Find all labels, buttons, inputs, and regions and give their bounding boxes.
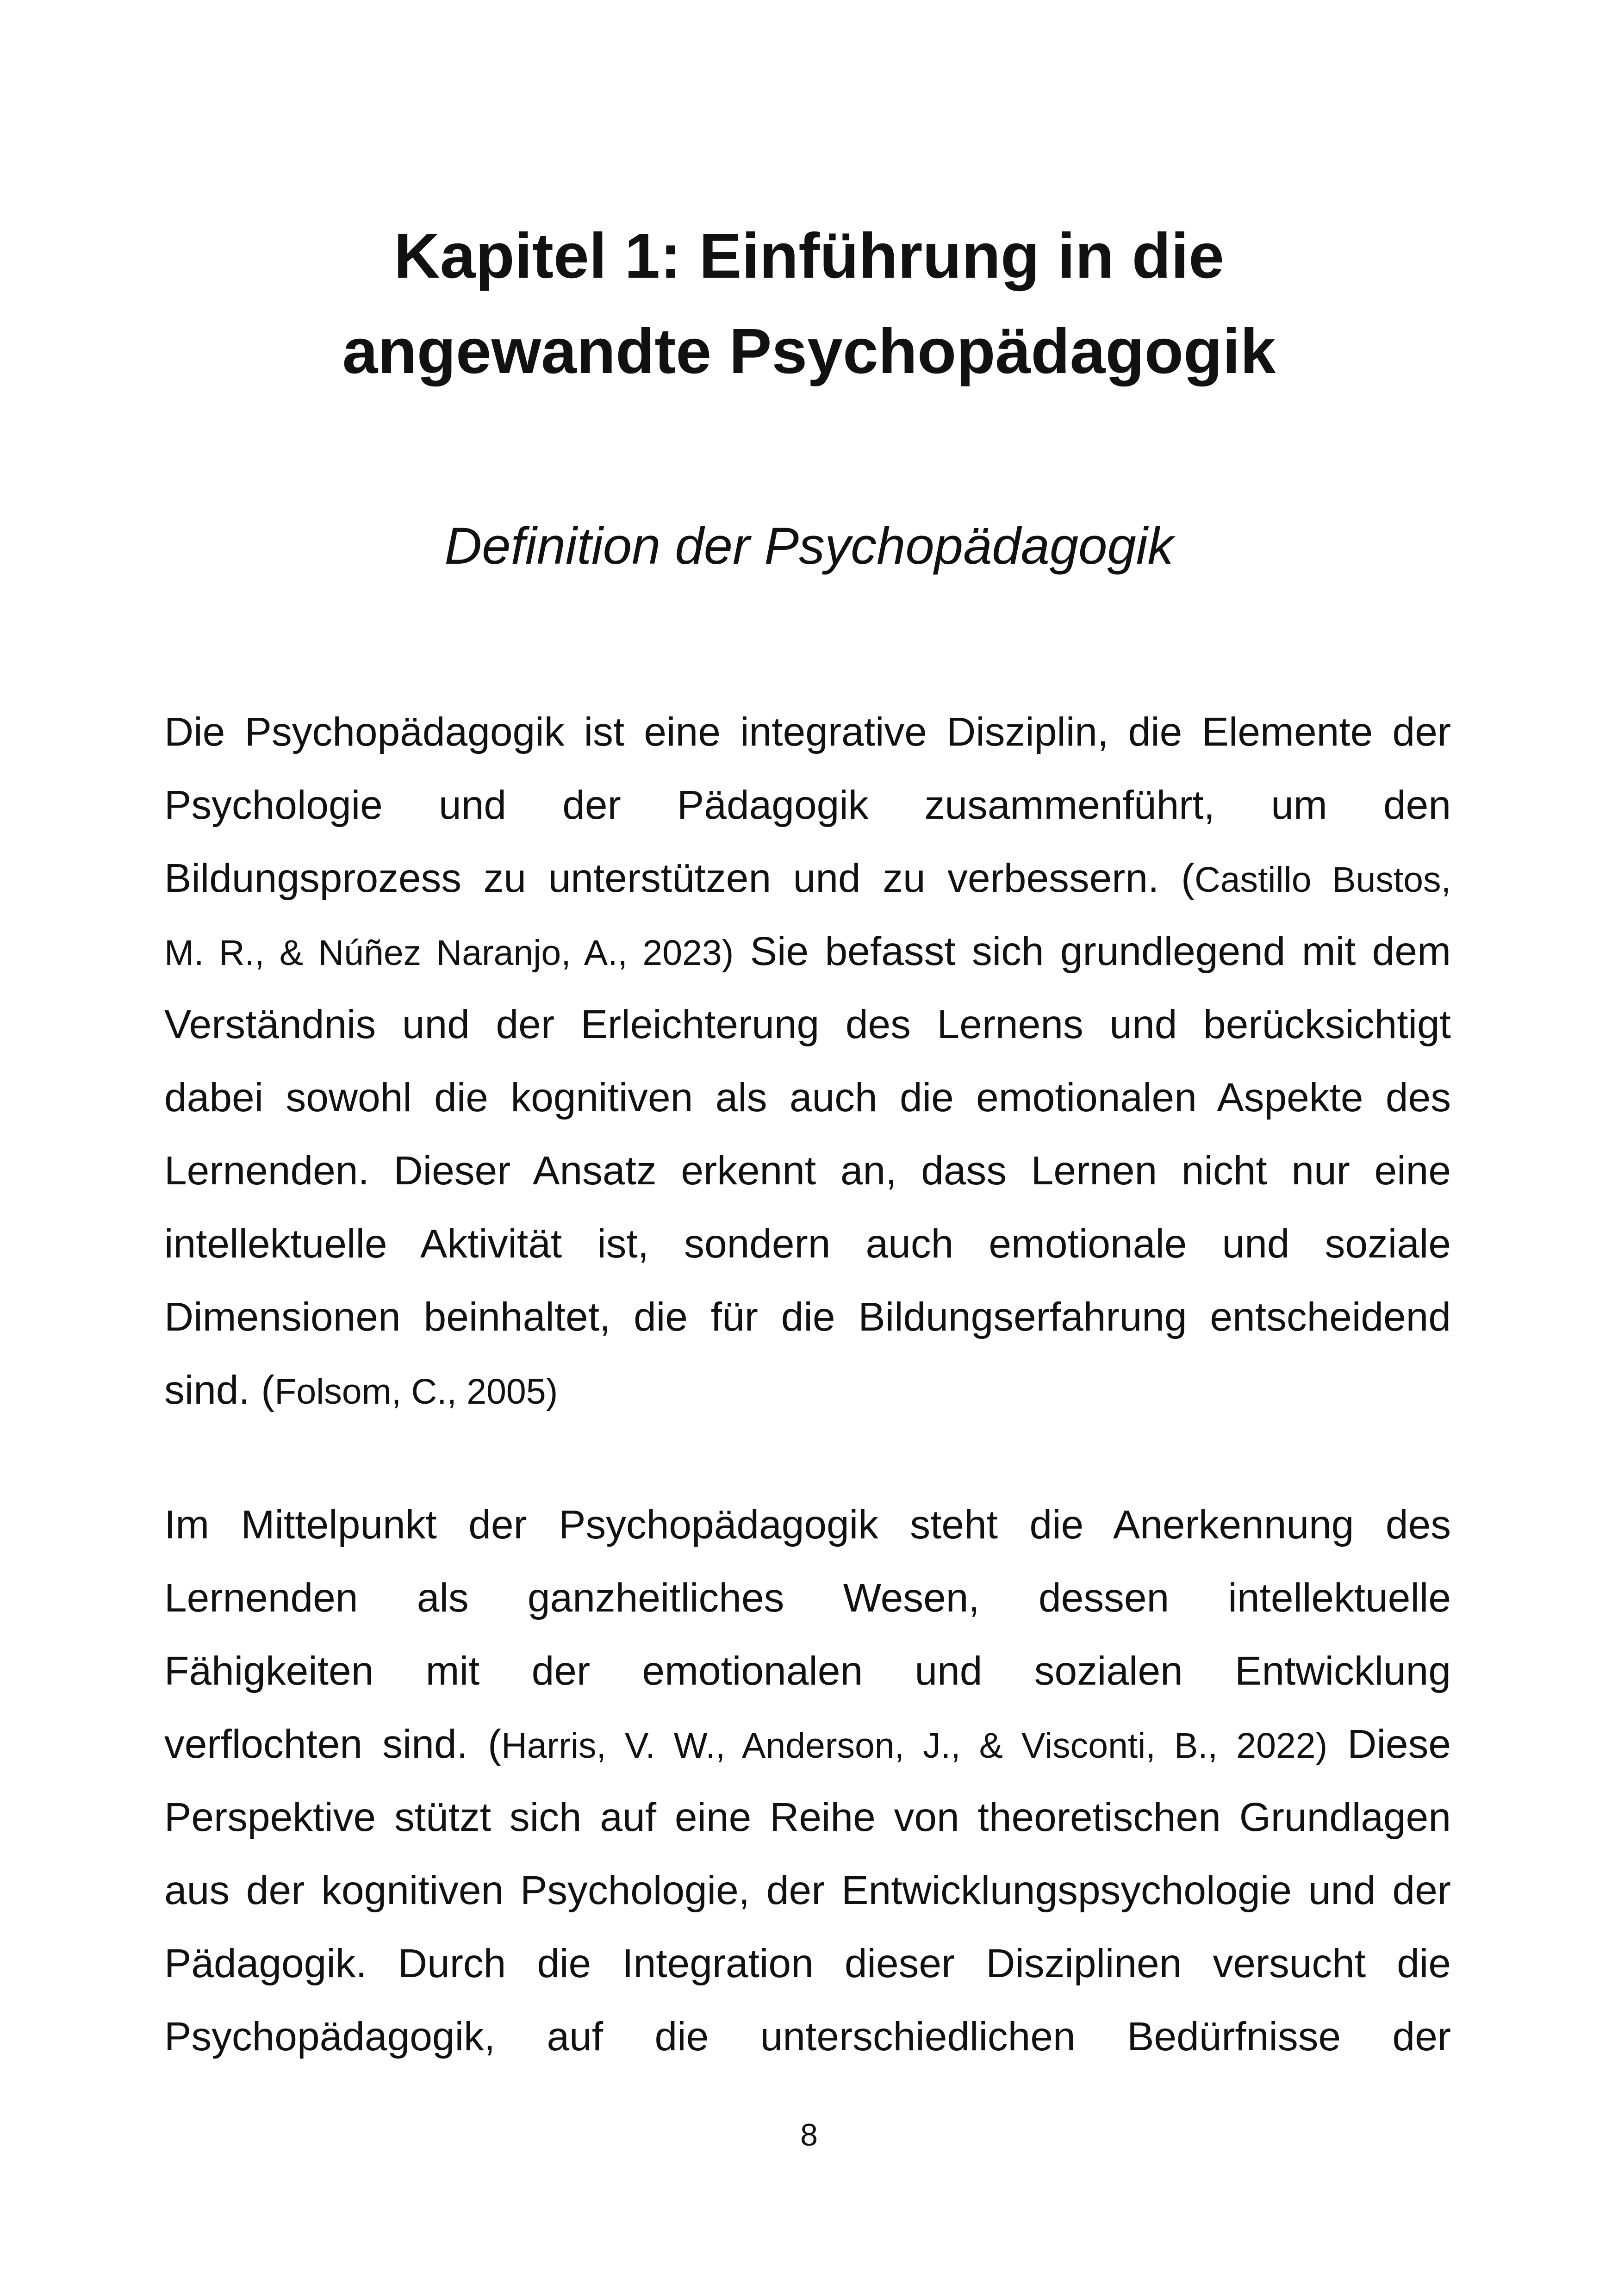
line-text: Diese [1327,1721,1451,1767]
paragraph-line [164,915,1451,988]
chapter-title-line-2: angewandte Psychopädagogik [342,316,1276,387]
chapter-title [0,208,1618,399]
citation: Castillo Bustos, [1195,860,1451,900]
citation: Harris, V. W., Anderson, J., & Visconti, B., 2022) [501,1726,1328,1766]
paragraph-line: Perspektive stützt sich auf eine Reihe von theoretischen Grundlagen [164,1794,1451,1840]
line-text: verflochten sind. ( [164,1721,502,1767]
paragraph-line [164,1353,1451,1426]
section-heading: Definition der Psychopädagogik [444,517,1174,575]
paragraph-line: Lernenden. Dieser Ansatz erkennt an, dass Lernen nicht nur eine [164,1148,1451,1193]
paragraph-line: Pädagogik. Durch die Integration dieser Disziplinen versucht die [164,1941,1451,1986]
paragraph-line: Verständnis und der Erleichterung des Lernens und berücksichtigt [164,1002,1451,1047]
line-text: Sie befasst sich grundlegend mit dem [734,928,1451,974]
chapter-title-line-1: Kapitel 1: Einführung in die [394,220,1224,292]
paragraph-line [164,1707,1451,1780]
line-text: sind. ( [164,1367,275,1412]
paragraph-line: Psychologie und der Pädagogik zusammenführt, um den [164,782,1451,828]
paragraph-1 [164,695,1451,1426]
paragraph-line: Die Psychopädagogik ist eine integrative Disziplin, die Elemente der [164,709,1451,754]
paragraph-line: Fähigkeiten mit der emotionalen und sozialen Entwicklung [164,1648,1451,1693]
paragraph-2 [164,1488,1451,2073]
paragraph-line: intellektuelle Aktivität ist, sondern auch emotionale und soziale [164,1221,1451,1266]
page-number: 8 [800,2117,818,2153]
paragraph-line: Lernenden als ganzheitliches Wesen, dessen intellektuelle [164,1575,1451,1620]
citation: Folsom, C., 2005) [274,1372,558,1412]
paragraph-line: Im Mittelpunkt der Psychopädagogik steht die Anerkennung des [164,1502,1451,1547]
paragraph-line: dabei sowohl die kognitiven als auch die emotionalen Aspekte des [164,1075,1451,1120]
paragraph-line: Psychopädagogik, auf die unterschiedlichen Bedürfnisse der [164,2014,1451,2059]
citation: M. R., & Núñez Naranjo, A., 2023) [164,933,734,973]
paragraph-line [164,841,1451,915]
line-text: Bildungsprozess zu unterstützen und zu verbessern. ( [164,855,1195,901]
paragraph-line: Dimensionen beinhaltet, die für die Bildungserfahrung entscheidend [164,1294,1451,1339]
paragraph-line: aus der kognitiven Psychologie, der Entwicklungspsychologie und der [164,1867,1451,1913]
